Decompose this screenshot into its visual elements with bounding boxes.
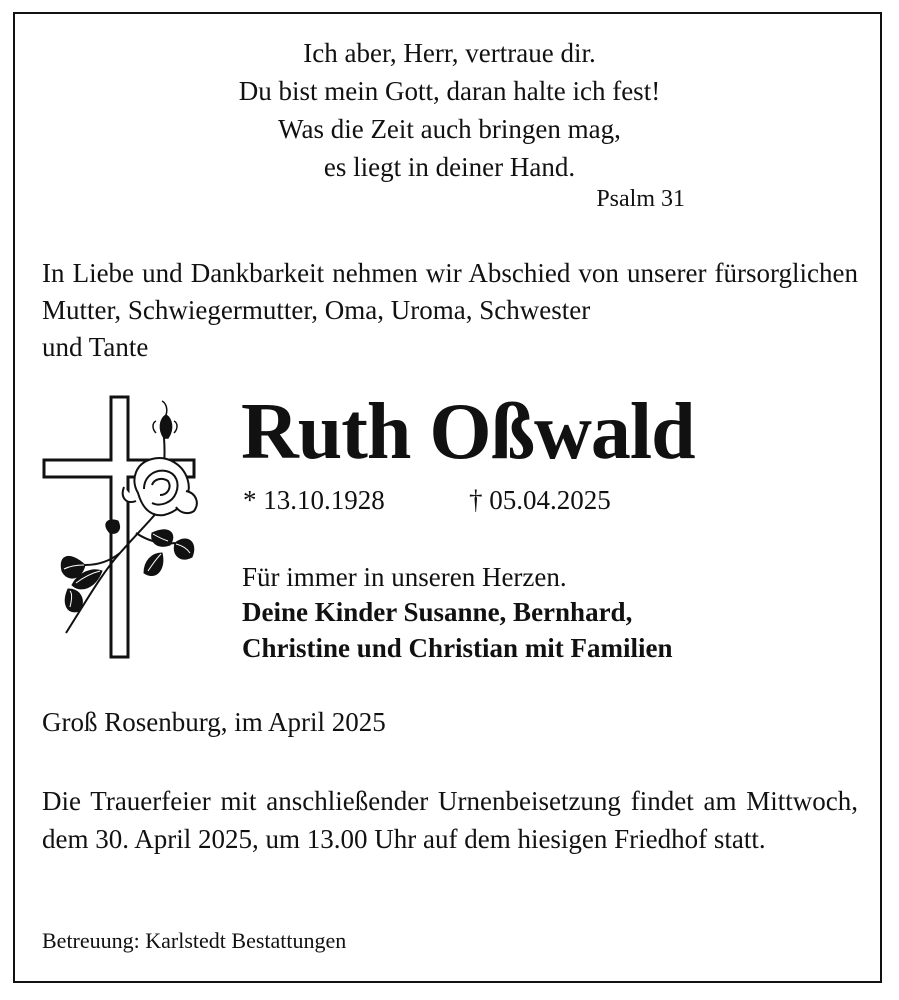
remembrance-line: Für immer in unseren Herzen.: [242, 562, 567, 592]
family-signature: [242, 594, 673, 666]
ceremony-paragraph: Die Trauerfeier mit anschließender Urnenbeisetzung findet am Mittwoch, dem 30. April 2025, um 13.00 Uhr auf dem hiesigen Friedhof statt.: [42, 786, 858, 854]
place-and-date: Groß Rosenburg, im April 2025: [42, 707, 386, 737]
funeral-home-credit: Betreuung: Karlstedt Bestattungen: [42, 928, 347, 953]
verse-line-2: Du bist mein Gott, daran halte ich fest!: [238, 76, 661, 106]
birth-date: * 13.10.1928: [243, 485, 385, 515]
verse-line-3: Was die Zeit auch bringen mag,: [278, 114, 621, 144]
death-date: † 05.04.2025: [469, 485, 611, 515]
verse-line-1: Ich aber, Herr, vertraue dir.: [303, 38, 596, 68]
verse-reference: Psalm 31: [596, 186, 685, 212]
verse-line-4: es liegt in deiner Hand.: [323, 152, 576, 182]
family-line-1: Deine Kinder Susanne, Bernhard,: [242, 597, 633, 627]
intro-text: In Liebe und Dankbarkeit nehmen wir Abschied von unserer fürsorglichen Mutter, Schwiegermutter, Oma, Uroma, Schwester: [42, 258, 858, 325]
deceased-name: Ruth Oßwald: [241, 388, 695, 476]
family-line-2: Christine und Christian mit Familien: [242, 633, 673, 663]
cross-with-rose-icon: [40, 393, 205, 665]
rose-bud: [153, 401, 177, 438]
intro-paragraph: [42, 255, 858, 366]
psalm-verse: [0, 34, 899, 186]
intro-last-line: und Tante: [42, 332, 149, 362]
